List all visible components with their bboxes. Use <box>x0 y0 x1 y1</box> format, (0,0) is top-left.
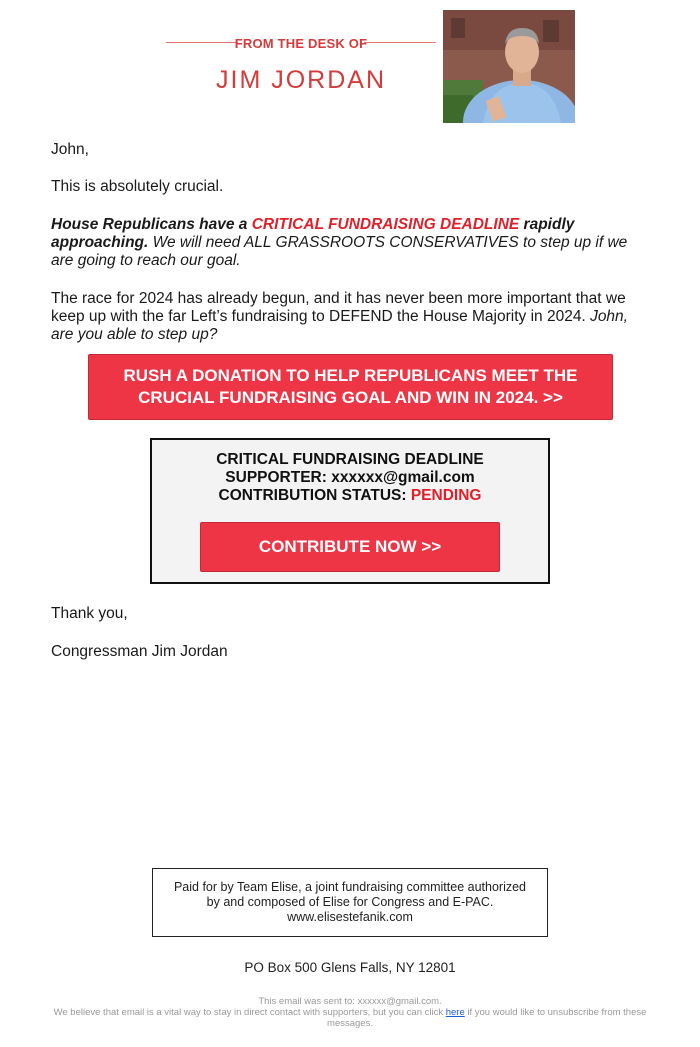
portrait-photo <box>443 10 575 123</box>
contribution-status-label: CONTRIBUTION STATUS: <box>218 487 411 504</box>
paragraph-deadline <box>51 216 651 270</box>
desk-label: FROM THE DESK OF <box>234 36 368 51</box>
race-text: The race for 2024 has already begun, and it has never been more important that we keep up with the far Left’s fundraising to DEFEND the House Majority in 2024. <box>51 290 626 325</box>
paid-for-disclaimer: Paid for by Team Elise, a joint fundraising committee authorized by and composed of Elise for Congress and E-PAC. www.elisestefanik.com <box>152 868 548 937</box>
sender-name: JIM JORDAN <box>216 66 386 94</box>
supporter-line <box>152 469 548 487</box>
unsubscribe-link[interactable]: here <box>445 1007 465 1018</box>
paragraph-race <box>51 290 651 344</box>
race-italic: John, are you able to step up? <box>51 308 628 343</box>
header-title-block <box>166 36 436 106</box>
contribute-now-button[interactable]: CONTRIBUTE NOW >> <box>200 522 500 572</box>
intro-line: This is absolutely crucial. <box>51 178 224 195</box>
deadline-bold-a: House Republicans have a <box>51 216 252 233</box>
unsubscribe-text-b: if you would like to unsubscribe from these messages. <box>327 1007 647 1029</box>
closing-thanks: Thank you, <box>51 605 128 622</box>
contribution-status-line <box>152 487 548 505</box>
status-lines <box>152 451 548 505</box>
rush-donation-button[interactable] <box>88 354 613 420</box>
deadline-bold-b: rapidly approaching. <box>51 216 575 251</box>
unsubscribe-text-a: We believe that email is a vital way to stay in direct contact with supporters, but you can click <box>53 1007 446 1018</box>
unsubscribe-notice <box>50 1007 650 1029</box>
greeting: John, <box>51 141 89 158</box>
status-title: CRITICAL FUNDRAISING DEADLINE <box>216 451 484 468</box>
closing-signature: Congressman Jim Jordan <box>51 643 228 660</box>
mailing-address: PO Box 500 Glens Falls, NY 12801 <box>244 960 456 975</box>
fundraising-status-box <box>150 438 550 584</box>
supporter-label: SUPPORTER: <box>225 469 332 486</box>
deadline-italic: We will need ALL GRASSROOTS CONSERVATIVES to step up if we are going to reach our goal. <box>51 234 628 269</box>
status-badge: PENDING <box>410 487 482 504</box>
sent-to-notice: This email was sent to: xxxxxx@gmail.com. <box>258 996 442 1007</box>
rush-donation-line2: CRUCIAL FUNDRAISING GOAL AND WIN IN 2024. >> <box>138 388 563 407</box>
supporter-email: xxxxxx@gmail.com <box>331 469 475 486</box>
deadline-highlight: CRITICAL FUNDRAISING DEADLINE <box>251 216 520 233</box>
email-header <box>0 0 700 130</box>
rush-donation-line1: RUSH A DONATION TO HELP REPUBLICANS MEET THE <box>123 366 578 385</box>
